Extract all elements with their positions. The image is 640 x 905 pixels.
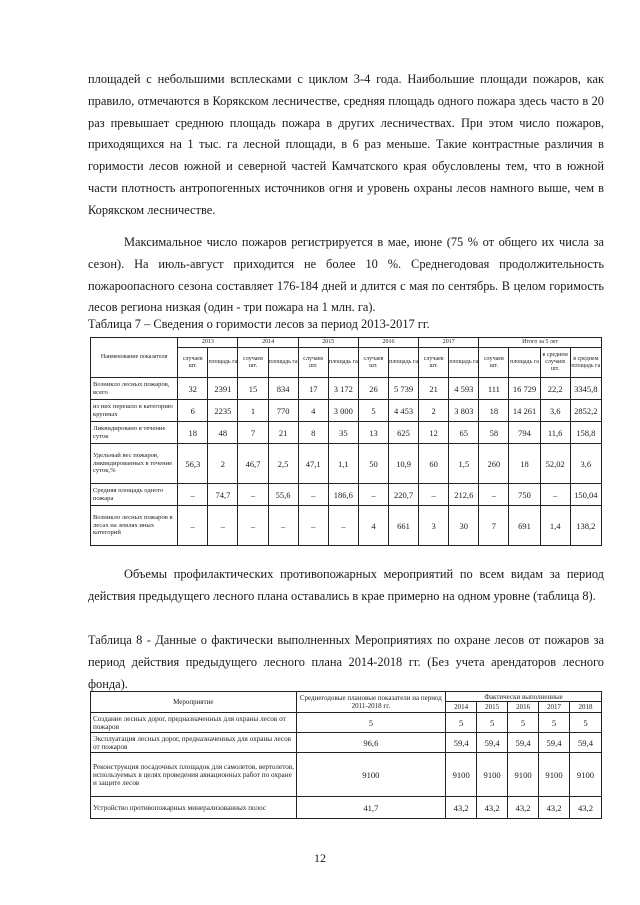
table-8-caption: Таблица 8 - Данные о фактически выполненных Мероприятиях по охране лесов от пожаров за период действия предыдущего лесного плана 2014-2018 гг. (Без учета арендаторов лесного фонда). (88, 633, 604, 691)
table-row (91, 753, 602, 797)
table-cell: 2 (208, 444, 238, 484)
table-cell: 3 172 (328, 378, 358, 400)
table-cell: 2391 (208, 378, 238, 400)
actual-value: 9100 (539, 753, 570, 797)
table-cell: 794 (509, 422, 540, 444)
table-7-year-header: 2016 (358, 338, 418, 348)
table-cell: – (358, 484, 388, 506)
table-cell: – (419, 484, 449, 506)
table-cell: 1 (238, 400, 268, 422)
actual-value: 43,2 (446, 797, 477, 819)
table-7-caption: Таблица 7 – Сведения о горимости лесов за период 2013-2017 гг. (88, 317, 430, 331)
table-cell: 220,7 (389, 484, 419, 506)
table-cell: 15 (238, 378, 268, 400)
planned-value: 41,7 (296, 797, 446, 819)
table-8-year-header: 2015 (477, 702, 508, 713)
table-cell: 138,2 (570, 506, 601, 546)
table-cell: 4 453 (389, 400, 419, 422)
row-label: Возникло лесных пожаров в лесах на землях иных категорий (91, 506, 178, 546)
row-label: Ликвидировано в течение суток (91, 422, 178, 444)
actual-value: 43,2 (539, 797, 570, 819)
planned-value: 5 (296, 713, 446, 733)
table-cell: 2 (419, 400, 449, 422)
table-8-year-header: 2014 (446, 702, 477, 713)
table-cell: 625 (389, 422, 419, 444)
table-cell: 16 729 (509, 378, 540, 400)
table-cell: 30 (449, 506, 479, 546)
actual-value: 59,4 (508, 733, 539, 753)
table-cell: 26 (358, 378, 388, 400)
paragraph-max-fires: Максимальное число пожаров регистрируется в мае, июне (75 % от общего их числа за сезон). На июль-август приходится не более 10 %. Среднегодовая продолжительность пожароопасного сезона составляет 176-184 дней и длится с мая по сентябрь. В целом горимость лесов региона низкая (один - три пожара на 1 млн. га). (88, 235, 604, 315)
table-cell: 48 (208, 422, 238, 444)
planned-value: 9100 (296, 753, 446, 797)
actual-value: 9100 (570, 753, 602, 797)
table-cell: 7 (238, 422, 268, 444)
table-cell: 13 (358, 422, 388, 444)
table-cell: 4 (298, 400, 328, 422)
table-cell: – (208, 506, 238, 546)
paragraph-fire-areas: площадей с небольшими всплесками с циклом 3-4 года. Наибольшие площади пожаров, как правило, отмечаются в Корякском лесничестве, средняя площадь одного пожара здесь часто в 20 раз превышает среднюю площадь пожара в других лесничествах. При этом число пожаров, приходящихся на 1 тыс. га лесной площади, в 6 раз меньше. Такие контрастные различия в горимости лесов южной и северной частей Камчатского края обусловлены тем, что в южной части плотность антропогенных источников огня и уровень охраны лесов намного выше, чем в Корякском лесничестве. (88, 72, 604, 217)
table-cell: 260 (479, 444, 509, 484)
table-cell: 18 (509, 444, 540, 484)
table-cell: 3 803 (449, 400, 479, 422)
activity-label: Реконструкция посадочных площадок для самолетов, вертолетов, используемых в целях проведения авиационных работ по охране и защите лесов (91, 753, 297, 797)
table-row (91, 797, 602, 819)
table-cell: 10,9 (389, 444, 419, 484)
table-cell: 158,8 (570, 422, 601, 444)
table-8-fire-prevention (90, 691, 602, 819)
table-8-header-activity: Мероприятие (91, 692, 297, 713)
actual-value: 43,2 (508, 797, 539, 819)
table-cell: 1,5 (449, 444, 479, 484)
sub-header-area: площадь га (208, 348, 238, 378)
table-cell: 6 (178, 400, 208, 422)
sub-header-area: площадь га (509, 348, 540, 378)
table-row (91, 422, 602, 444)
table-cell: 212,6 (449, 484, 479, 506)
actual-value: 5 (477, 713, 508, 733)
table-cell: 50 (358, 444, 388, 484)
row-label: Возникло лесных пожаров, всего (91, 378, 178, 400)
table-cell: 14 261 (509, 400, 540, 422)
table-7-header-name: Наименование показателя (91, 338, 178, 378)
row-label: Удельный вес пожаров, ликвидированных в течение суток,% (91, 444, 178, 484)
table-cell: 186,6 (328, 484, 358, 506)
table-cell: 3,6 (570, 444, 601, 484)
sub-header-cases: случаев шт. (238, 348, 268, 378)
table-cell: 770 (268, 400, 298, 422)
actual-value: 59,4 (539, 733, 570, 753)
table-cell: – (479, 484, 509, 506)
table-cell: 60 (419, 444, 449, 484)
table-cell: 1,1 (328, 444, 358, 484)
sub-header-area: площадь га (328, 348, 358, 378)
table-cell: 750 (509, 484, 540, 506)
table-cell: 3 000 (328, 400, 358, 422)
table-cell: 150,04 (570, 484, 601, 506)
sub-header-cases: случаев шт. (479, 348, 509, 378)
table-cell: – (540, 484, 570, 506)
table-7-year-header: 2015 (298, 338, 358, 348)
table-cell: 47,1 (298, 444, 328, 484)
table-cell: 56,3 (178, 444, 208, 484)
table-cell: 4 (358, 506, 388, 546)
table-cell: – (238, 484, 268, 506)
sub-header-cases: случаев шт. (298, 348, 328, 378)
sub-header-cases: случаев шт. (419, 348, 449, 378)
page-number: 12 (314, 851, 326, 865)
table-cell: – (178, 506, 208, 546)
actual-value: 5 (508, 713, 539, 733)
table-cell: 7 (479, 506, 509, 546)
actual-value: 5 (539, 713, 570, 733)
row-label: из них перешло в категорию крупных (91, 400, 178, 422)
table-cell: – (298, 484, 328, 506)
row-label: Средняя площадь одного пожара (91, 484, 178, 506)
sub-header-cases: случаев шт. (358, 348, 388, 378)
table-cell: 4 593 (449, 378, 479, 400)
table-cell: 18 (479, 400, 509, 422)
table-row (91, 713, 602, 733)
sub-header-avg-cases: в среднем случаев шт. (540, 348, 570, 378)
table-7-year-header: 2017 (419, 338, 479, 348)
table-cell: 2852,2 (570, 400, 601, 422)
table-cell: 2,5 (268, 444, 298, 484)
table-cell: – (178, 484, 208, 506)
sub-header-avg-area: в среднем площадь га (570, 348, 601, 378)
table-cell: 834 (268, 378, 298, 400)
table-cell: 11,6 (540, 422, 570, 444)
actual-value: 9100 (477, 753, 508, 797)
table-cell: 3,6 (540, 400, 570, 422)
table-row (91, 484, 602, 506)
table-row (91, 733, 602, 753)
table-cell: 21 (268, 422, 298, 444)
table-cell: 65 (449, 422, 479, 444)
table-cell: 21 (419, 378, 449, 400)
table-cell: 3 (419, 506, 449, 546)
table-cell: 5 (358, 400, 388, 422)
table-cell: 52,02 (540, 444, 570, 484)
table-7-year-header: 2013 (178, 338, 238, 348)
sub-header-cases: случаев шт. (178, 348, 208, 378)
actual-value: 5 (446, 713, 477, 733)
table-8-year-header: 2017 (539, 702, 570, 713)
sub-header-area: площадь га (389, 348, 419, 378)
table-cell: – (328, 506, 358, 546)
table-row (91, 378, 602, 400)
activity-label: Устройство противопожарных минерализованных полос (91, 797, 297, 819)
actual-value: 43,2 (570, 797, 602, 819)
table-cell: – (238, 506, 268, 546)
table-cell: 661 (389, 506, 419, 546)
sub-header-area: площадь га (449, 348, 479, 378)
table-8-year-header: 2016 (508, 702, 539, 713)
table-cell: 691 (509, 506, 540, 546)
table-cell: 18 (178, 422, 208, 444)
table-cell: 8 (298, 422, 328, 444)
actual-value: 43,2 (477, 797, 508, 819)
table-cell: 74,7 (208, 484, 238, 506)
table-cell: – (268, 506, 298, 546)
table-7-fire-statistics (90, 337, 602, 546)
table-cell: 1,4 (540, 506, 570, 546)
table-cell: 35 (328, 422, 358, 444)
table-cell: 17 (298, 378, 328, 400)
table-8-year-header: 2018 (570, 702, 602, 713)
table-7-total-header: Итого за 5 лет (479, 338, 602, 348)
activity-label: Создание лесных дорог, предназначенных для охраны лесов от пожаров (91, 713, 297, 733)
sub-header-area: площадь га (268, 348, 298, 378)
table-cell: 55,6 (268, 484, 298, 506)
table-cell: 22,2 (540, 378, 570, 400)
table-cell: 46,7 (238, 444, 268, 484)
table-cell: 58 (479, 422, 509, 444)
table-cell: – (298, 506, 328, 546)
paragraph-prevention: Объемы профилактических противопожарных мероприятий по всем видам за период действия предыдущего лесного плана оставались в крае примерно на одном уровне (таблица 8). (88, 567, 604, 603)
activity-label: Эксплуатация лесных дорог, предназначенных для охраны лесов от пожаров (91, 733, 297, 753)
table-cell: 3345,8 (570, 378, 601, 400)
table-8-header-actual: Фактически выполненные (446, 692, 602, 702)
table-cell: 5 739 (389, 378, 419, 400)
table-row (91, 506, 602, 546)
table-cell: 32 (178, 378, 208, 400)
table-row (91, 444, 602, 484)
table-cell: 111 (479, 378, 509, 400)
actual-value: 9100 (508, 753, 539, 797)
table-cell: 12 (419, 422, 449, 444)
actual-value: 59,4 (477, 733, 508, 753)
planned-value: 96,6 (296, 733, 446, 753)
actual-value: 5 (570, 713, 602, 733)
table-7-year-header: 2014 (238, 338, 298, 348)
table-cell: 2235 (208, 400, 238, 422)
table-row (91, 400, 602, 422)
actual-value: 59,4 (446, 733, 477, 753)
actual-value: 9100 (446, 753, 477, 797)
table-8-header-planned: Среднегодовые плановые показатели на период 2011-2018 гг. (296, 692, 446, 713)
actual-value: 59,4 (570, 733, 602, 753)
